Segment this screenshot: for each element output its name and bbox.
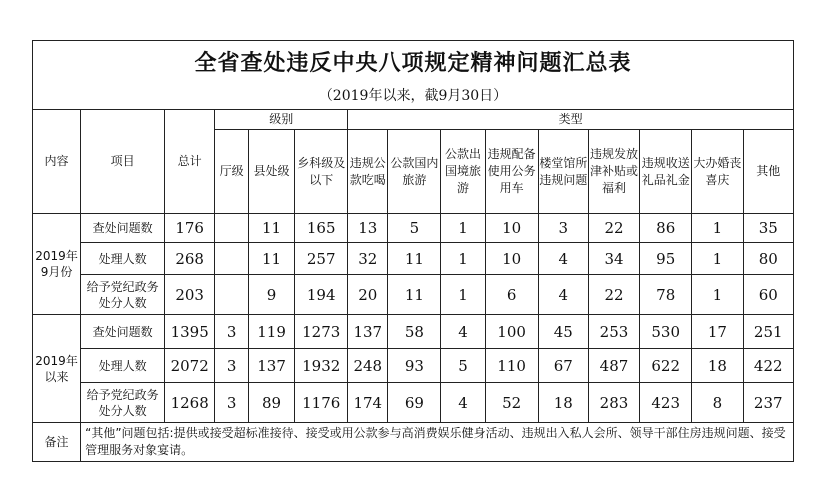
cell-type: 32 [348,243,388,275]
table-row [33,349,794,383]
cell-type: 251 [743,315,794,349]
cell-type: 622 [640,349,692,383]
cell-level [215,243,249,275]
cell-type: 45 [538,315,588,349]
cell-level: 11 [249,214,295,243]
row-item: 处理人数 [81,243,165,275]
header-level-township: 乡科级及以下 [295,130,348,214]
summary-document [32,40,794,462]
header-level-group: 级别 [215,110,348,130]
cell-total: 268 [165,243,215,275]
cell-type: 3 [538,214,588,243]
header-type-gifts: 违规收送礼品礼金 [640,130,692,214]
cell-type: 248 [348,349,388,383]
cell-level: 3 [215,315,249,349]
header-type-domestic-travel: 公款国内旅游 [388,130,441,214]
cell-type: 10 [485,243,538,275]
cell-level: 137 [249,349,295,383]
cell-type: 1 [692,214,743,243]
cell-level [215,275,249,315]
cell-type: 110 [485,349,538,383]
cell-type: 18 [538,383,588,423]
cell-level [215,214,249,243]
cell-type: 487 [588,349,639,383]
table-row [33,275,794,315]
cell-type: 20 [348,275,388,315]
summary-table [32,40,794,462]
cell-level: 194 [295,275,348,315]
cell-type: 11 [388,275,441,315]
cell-type: 1 [441,275,485,315]
cell-type: 80 [743,243,794,275]
header-level-bureau: 厅级 [215,130,249,214]
header-type-buildings: 楼堂馆所违规问题 [538,130,588,214]
table-row [33,243,794,275]
cell-type: 5 [441,349,485,383]
cell-type: 4 [538,275,588,315]
cell-type: 69 [388,383,441,423]
cell-type: 100 [485,315,538,349]
cell-type: 52 [485,383,538,423]
table-row [33,214,794,243]
note-row [33,423,794,462]
header-type-allowances: 违规发放津补贴或福利 [588,130,639,214]
row-item: 给予党纪政务处分人数 [81,383,165,423]
cell-type: 18 [692,349,743,383]
cell-type: 4 [441,383,485,423]
header-level-county: 县处级 [249,130,295,214]
cell-total: 1395 [165,315,215,349]
cell-type: 4 [538,243,588,275]
cell-level: 1932 [295,349,348,383]
cell-type: 283 [588,383,639,423]
cell-type: 93 [388,349,441,383]
cell-type: 423 [640,383,692,423]
cell-type: 253 [588,315,639,349]
header-item: 项目 [81,110,165,214]
cell-type: 95 [640,243,692,275]
cell-level: 3 [215,349,249,383]
header-type-dining: 违规公款吃喝 [348,130,388,214]
cell-type: 60 [743,275,794,315]
note-label: 备注 [33,423,81,462]
cell-type: 13 [348,214,388,243]
period-label-ytd: 2019年以来 [33,315,81,423]
cell-level: 89 [249,383,295,423]
header-content: 内容 [33,110,81,214]
cell-type: 67 [538,349,588,383]
cell-type: 137 [348,315,388,349]
cell-type: 58 [388,315,441,349]
cell-level: 11 [249,243,295,275]
row-item: 查处问题数 [81,214,165,243]
header-type-overseas-travel: 公款出国境旅游 [441,130,485,214]
cell-type: 8 [692,383,743,423]
cell-level: 165 [295,214,348,243]
cell-level: 3 [215,383,249,423]
cell-type: 10 [485,214,538,243]
cell-type: 78 [640,275,692,315]
table-row [33,315,794,349]
row-item: 给予党纪政务处分人数 [81,275,165,315]
cell-level: 1176 [295,383,348,423]
cell-type: 35 [743,214,794,243]
table-row [33,383,794,423]
header-type-official-car: 违规配备使用公务用车 [485,130,538,214]
cell-level: 9 [249,275,295,315]
cell-total: 2072 [165,349,215,383]
cell-type: 422 [743,349,794,383]
period-label-september: 2019年9月份 [33,214,81,315]
cell-type: 17 [692,315,743,349]
cell-total: 203 [165,275,215,315]
cell-type: 1 [441,214,485,243]
cell-type: 86 [640,214,692,243]
cell-type: 4 [441,315,485,349]
cell-type: 11 [388,243,441,275]
cell-type: 22 [588,275,639,315]
header-type-weddings-funerals: 大办婚丧喜庆 [692,130,743,214]
cell-total: 1268 [165,383,215,423]
cell-type: 22 [588,214,639,243]
cell-type: 174 [348,383,388,423]
table-subtitle: （2019年以来，截9月30日） [33,81,794,110]
cell-type: 1 [441,243,485,275]
header-type-other: 其他 [743,130,794,214]
cell-type: 237 [743,383,794,423]
cell-type: 1 [692,275,743,315]
cell-level: 119 [249,315,295,349]
row-item: 处理人数 [81,349,165,383]
table-title: 全省查处违反中央八项规定精神问题汇总表 [33,41,794,82]
header-type-group: 类型 [348,110,794,130]
cell-type: 34 [588,243,639,275]
cell-type: 6 [485,275,538,315]
cell-total: 176 [165,214,215,243]
cell-type: 530 [640,315,692,349]
cell-type: 5 [388,214,441,243]
row-item: 查处问题数 [81,315,165,349]
header-total: 总计 [165,110,215,214]
note-text: “其他”问题包括:提供或接受超标准接待、接受或用公款参与高消费娱乐健身活动、违规出入私人会所、领导干部住房违规问题、接受管理服务对象宴请。 [81,423,794,462]
cell-level: 1273 [295,315,348,349]
cell-type: 1 [692,243,743,275]
cell-level: 257 [295,243,348,275]
